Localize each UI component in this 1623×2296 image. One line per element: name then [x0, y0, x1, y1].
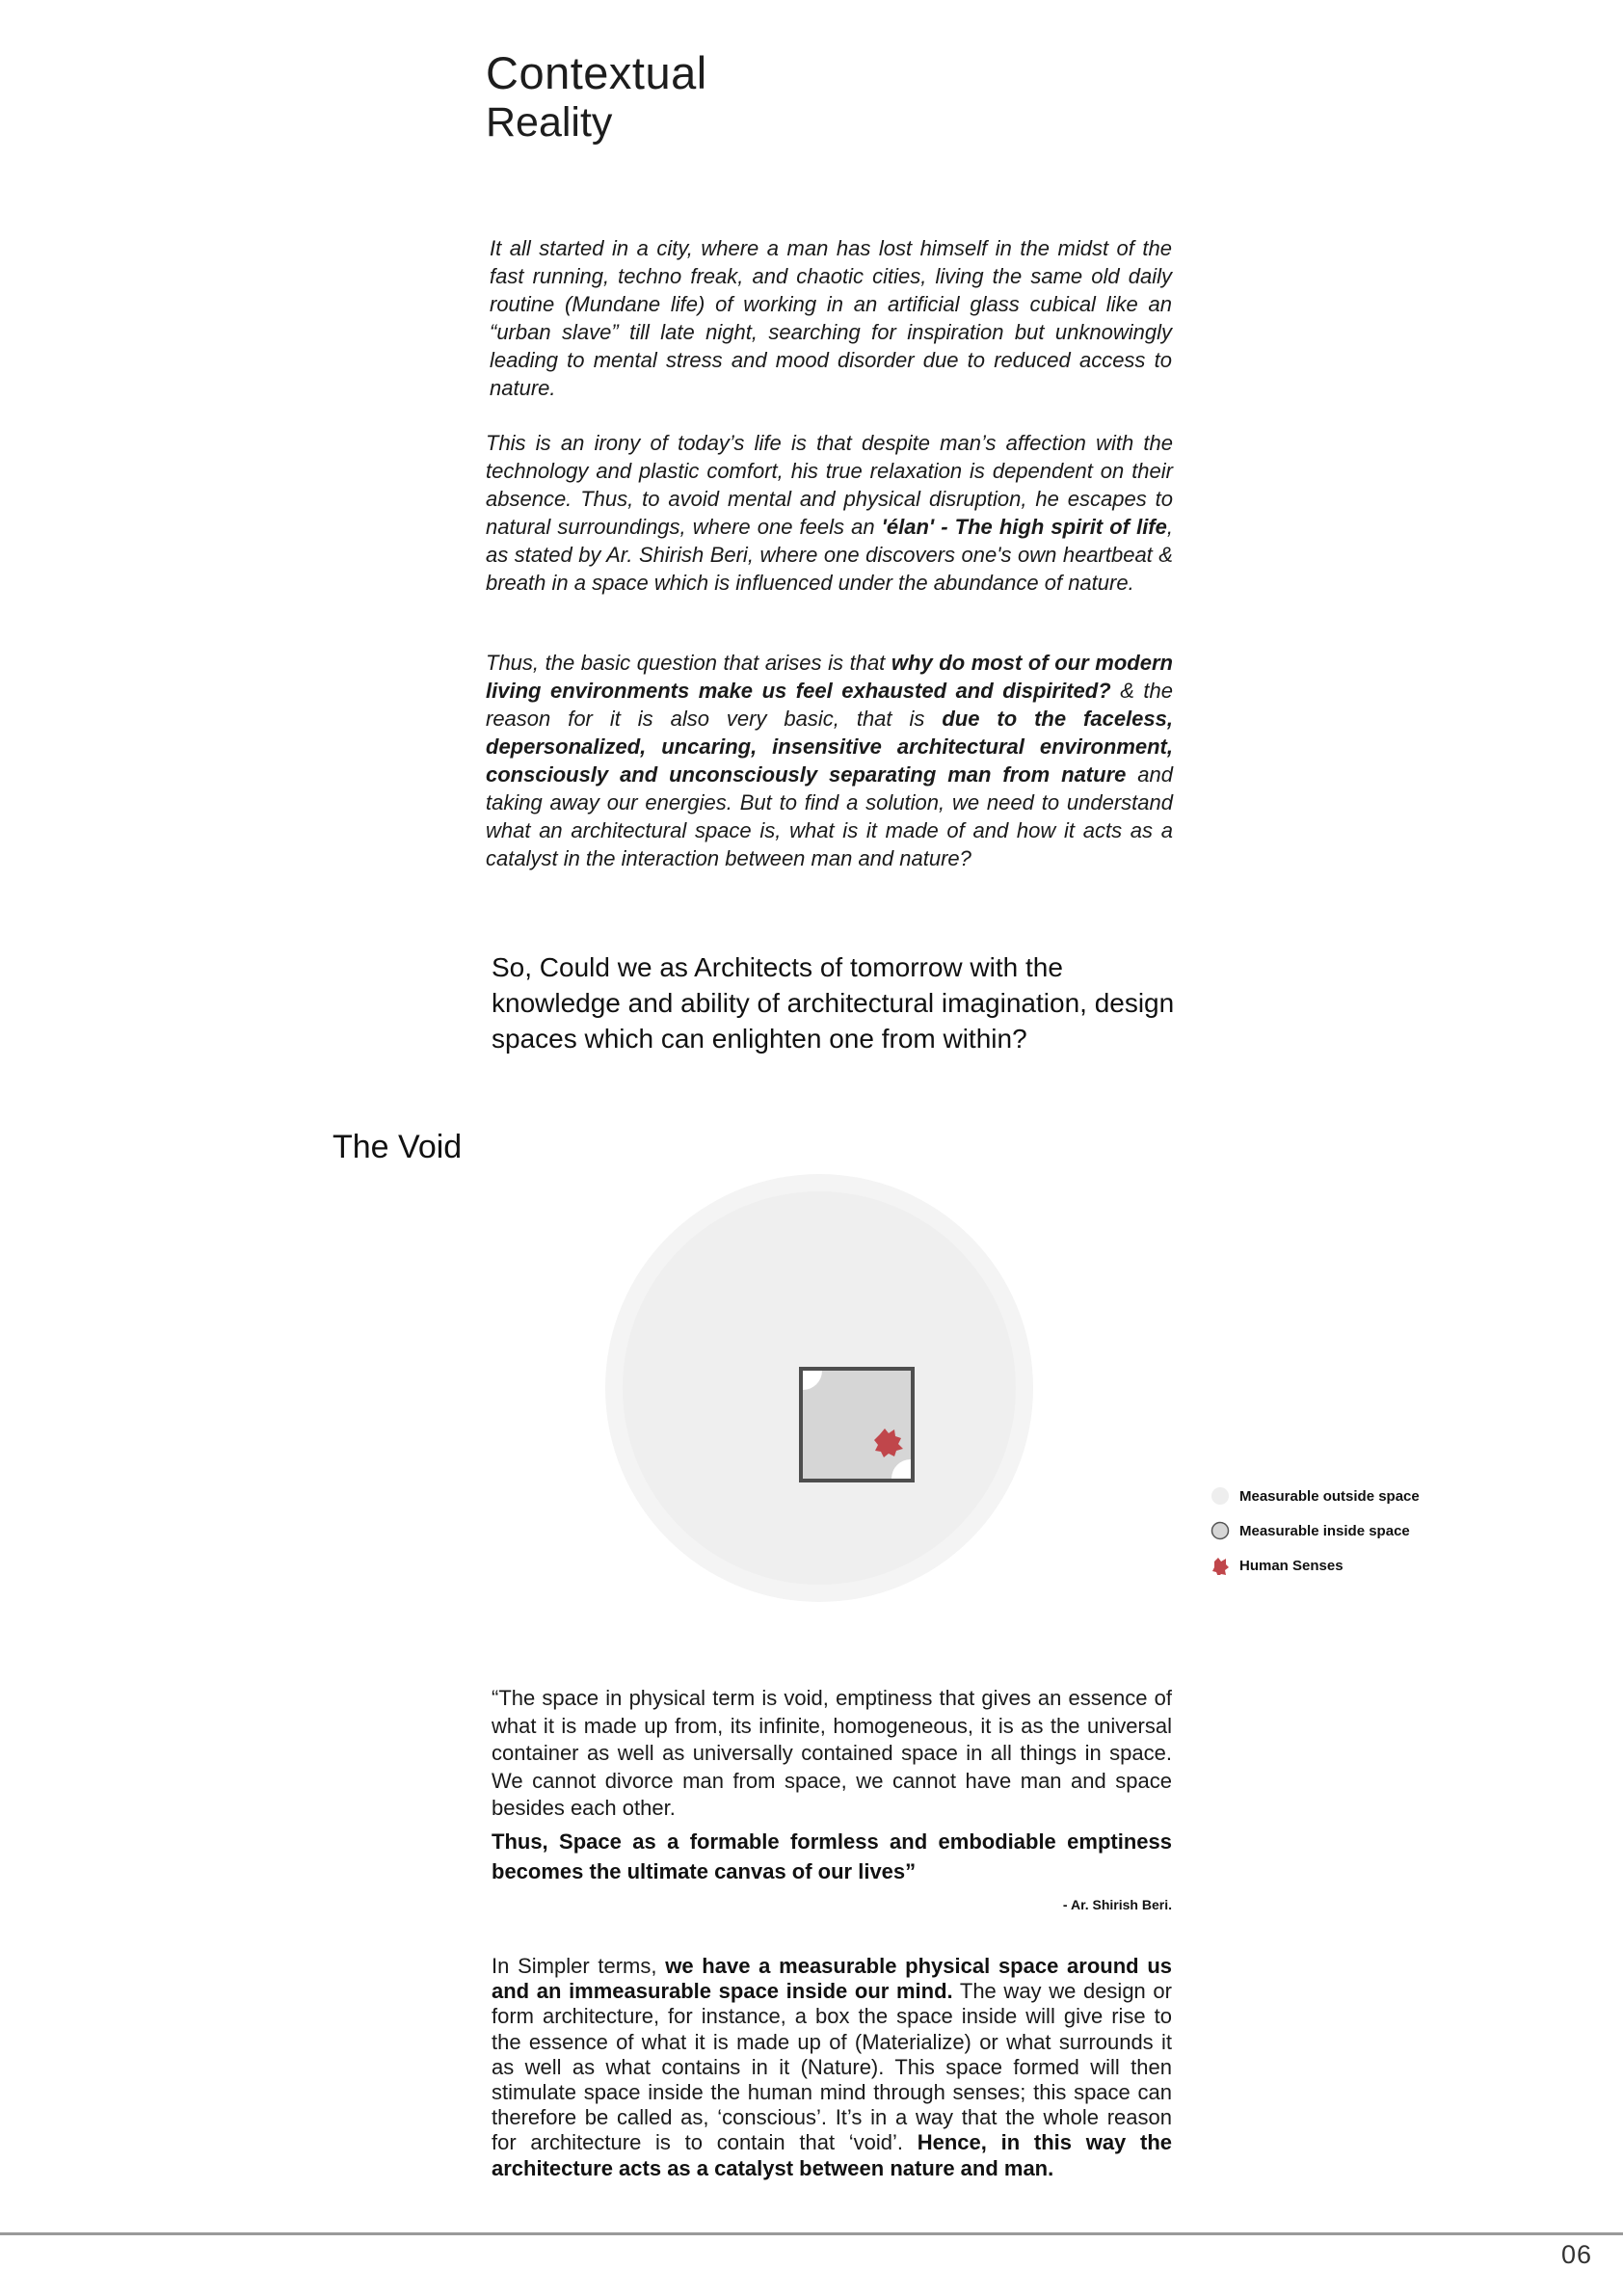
key-question: So, Could we as Architects of tomorrow with the knowledge and ability of architectural imagination, design spaces which can enlighten one from within?	[492, 952, 1175, 1054]
final-text-b: we have a measurable physical space around us and an immeasurable space inside our mind.	[492, 1954, 1173, 2004]
legend-human-senses	[1211, 1553, 1344, 1578]
section-title-void: The Void	[333, 1129, 463, 1165]
q-text-a: Thus, the basic question that arises is that	[486, 651, 891, 675]
legend-inside-swatch	[1211, 1521, 1230, 1540]
irony-paragraph	[486, 429, 1173, 597]
legend-human-senses-label: Human Senses	[1239, 1557, 1344, 1574]
irony-text-a: This is an irony of today’s life is that despite man’s affection with the technology and plastic comfort, his true relaxation is dependent on their absence. Thus, to avoid mental and physical disruption, he escapes to natural surroundings, where one feels an	[486, 431, 1173, 539]
final-text-a: In Simpler terms,	[492, 1954, 666, 1978]
elan-phrase: 'élan' - The high spirit of life	[881, 515, 1167, 539]
void-diagram	[598, 1166, 1041, 1610]
question-paragraph	[486, 649, 1173, 872]
quote-text: “The space in physical term is void, emptiness that gives an essence of what it is made up from, its infinite, homogeneous, it is as the universal container as well as universally contained space in all things in space. We cannot divorce man from space, we cannot have man and space besides each other.	[492, 1686, 1172, 1820]
legend-outside-label: Measurable outside space	[1239, 1487, 1420, 1505]
quote-attribution: - Ar. Shirish Beri.	[1062, 1897, 1172, 1912]
page-number: 06	[1561, 2240, 1593, 2269]
legend-inside-space	[1211, 1518, 1410, 1543]
page-title-line2: Reality	[486, 99, 613, 146]
final-text-d: Hence, in this way the architecture acts as a catalyst between nature and man.	[492, 2130, 1172, 2180]
legend-outside-swatch	[1211, 1486, 1230, 1506]
legend-outside-space	[1211, 1483, 1420, 1508]
q-text-d: due to the faceless, depersonalized, uncaring, insensitive architectural environment, consciously and unconsciously separating man from nature	[486, 707, 1173, 787]
footer-divider	[0, 2232, 1623, 2235]
irony-text-c: , as stated by Ar. Shirish Beri, where one discovers one's own heartbeat & breath in a space which is influenced under the abundance of nature.	[486, 515, 1173, 595]
legend-human-senses-icon	[1211, 1556, 1230, 1575]
intro-paragraph: It all started in a city, where a man has lost himself in the midst of the fast running, techno freak, and chaotic cities, living the same old daily routine (Mundane life) of working in an artificial glass cubical like an “urban slave” till late night, searching for inspiration but unknowingly leading to mental stress and mood disorder due to reduced access to nature.	[490, 236, 1172, 400]
q-text-e: and taking away our energies. But to find a solution, we need to understand what an architectural space is, what is it made of and how it acts as a catalyst in the interaction between man and nature?	[486, 762, 1173, 870]
conclusion-paragraph	[492, 1954, 1172, 2181]
inside-space-box	[801, 1369, 913, 1481]
page-title-line1: Contextual	[486, 47, 707, 98]
legend-inside-label: Measurable inside space	[1239, 1522, 1410, 1539]
quote-bold-text: Thus, Space as a formable formless and embodiable emptiness becomes the ultimate canvas of our lives”	[492, 1829, 1172, 1883]
q-text-c: & the reason for it is also very basic, that is	[486, 679, 1173, 731]
q-text-b: why do most of our modern living environments make us feel exhausted and dispirited?	[486, 651, 1173, 703]
final-text-c: The way we design or form architecture, for instance, a box the space inside will give rise to the essence of what it is made up of (Materialize) or what surrounds it as well as what contains in it (Nature). This space formed will then stimulate space inside the human mind through senses; this space can therefore be called as, ‘conscious’. It’s in a way that the whole reason for architecture is to contain that ‘void’.	[492, 1979, 1172, 2155]
